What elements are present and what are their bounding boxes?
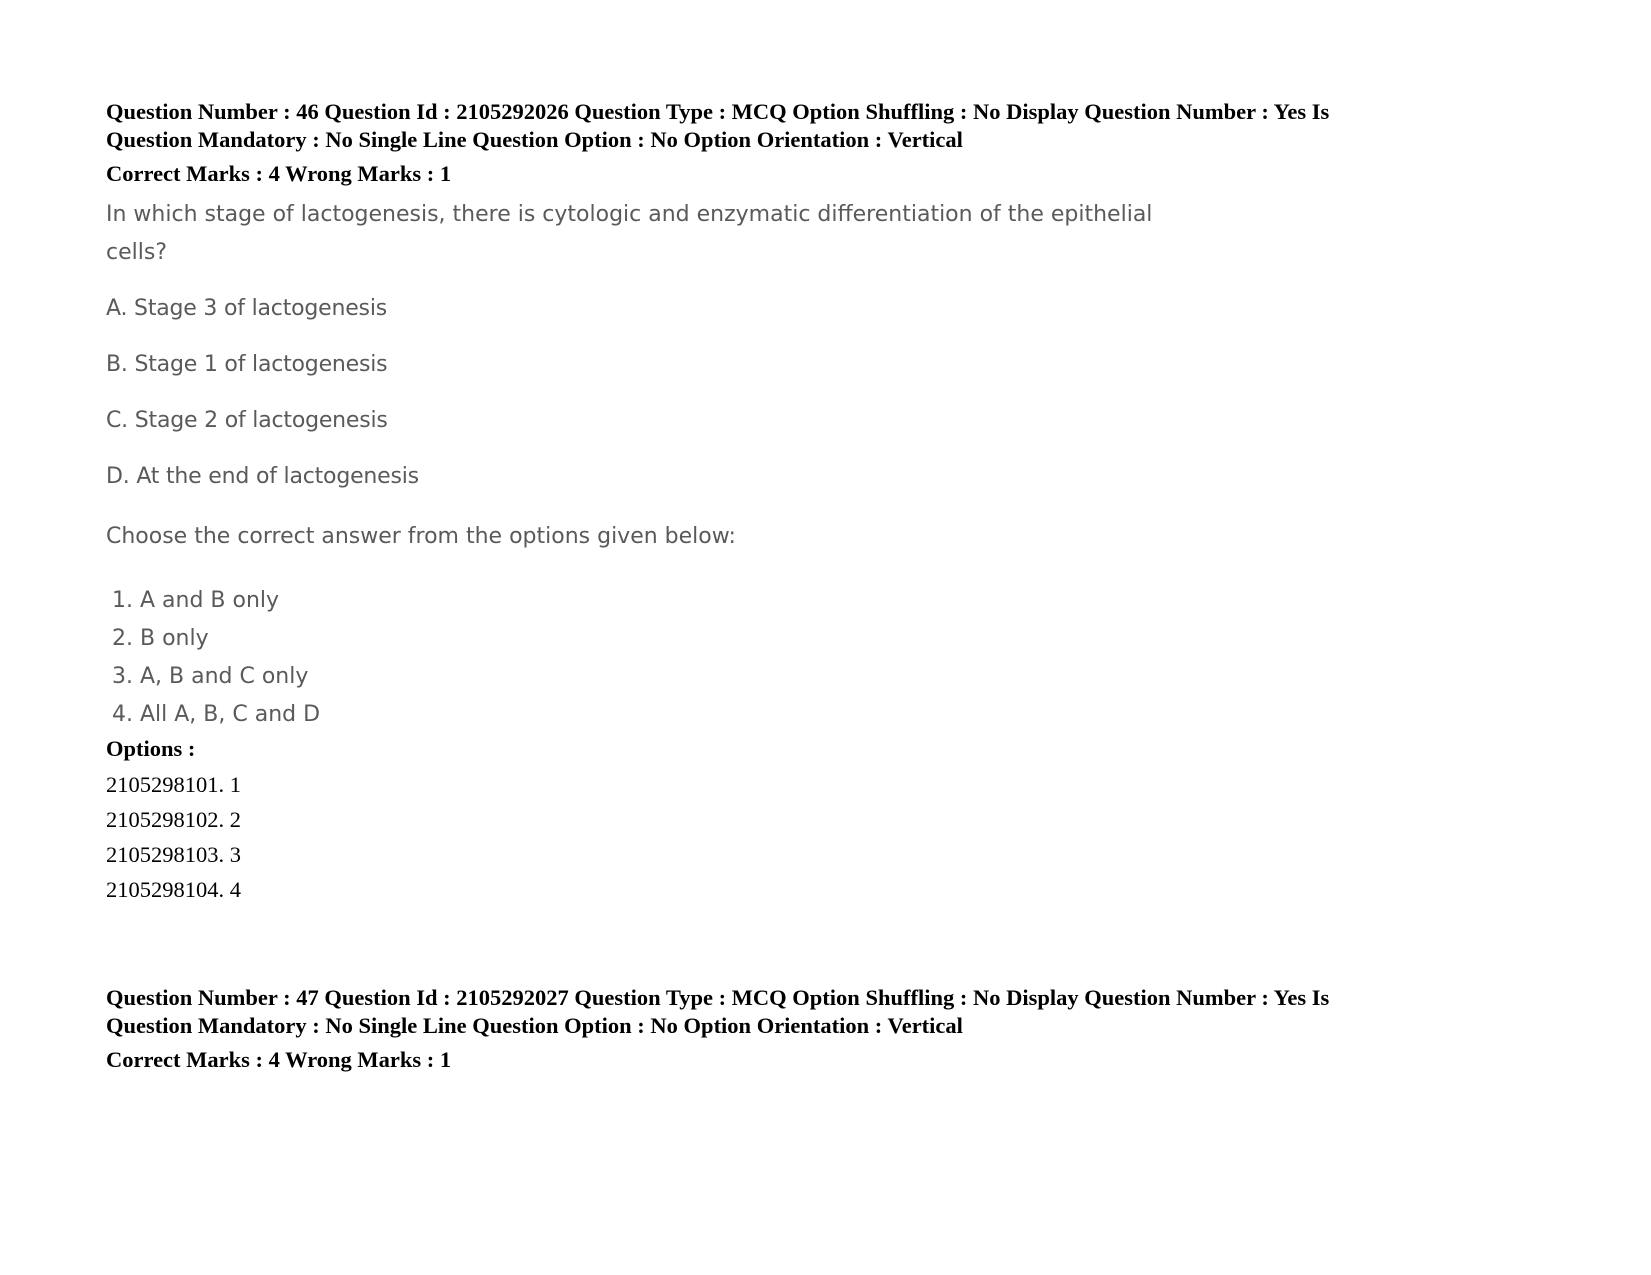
question-47-marks: Correct Marks : 4 Wrong Marks : 1	[106, 1047, 452, 1072]
numbered-choice-2: 2. B only	[112, 626, 209, 651]
options-list	[106, 767, 1546, 907]
statement-d: D. At the end of lactogenesis	[106, 464, 419, 489]
question-46-image-content	[106, 196, 1546, 734]
option-1: 2105298101. 1	[106, 772, 241, 797]
question-46-text-line-2: cells?	[106, 240, 167, 265]
statement-a: A. Stage 3 of lactogenesis	[106, 296, 387, 321]
question-47-block	[106, 984, 1546, 1074]
numbered-choice-4: 4. All A, B, C and D	[112, 702, 321, 727]
question-46-text-line-1: In which stage of lactogenesis, there is cytologic and enzymatic differentiation of the epithelial	[106, 202, 1153, 227]
numbered-choices-list	[106, 582, 1546, 734]
option-2: 2105298102. 2	[106, 807, 241, 832]
options-label: Options :	[106, 736, 196, 761]
question-47-meta-line-1: Question Number : 47 Question Id : 2105292027 Question Type : MCQ Option Shuffling : No Display Question Number : Yes Is	[106, 985, 1330, 1010]
statement-b: B. Stage 1 of lactogenesis	[106, 352, 388, 377]
numbered-choice-1: 1. A and B only	[112, 588, 280, 613]
option-4: 2105298104. 4	[106, 877, 241, 902]
question-47-meta-line-2: Question Mandatory : No Single Line Question Option : No Option Orientation : Vertical	[106, 1013, 963, 1038]
instruction-text: Choose the correct answer from the options given below:	[106, 524, 736, 549]
question-46-meta-line-1: Question Number : 46 Question Id : 2105292026 Question Type : MCQ Option Shuffling : No Display Question Number : Yes Is	[106, 99, 1330, 124]
question-46-marks: Correct Marks : 4 Wrong Marks : 1	[106, 161, 452, 186]
option-3: 2105298103. 3	[106, 842, 241, 867]
question-46-meta-line-2: Question Mandatory : No Single Line Question Option : No Option Orientation : Vertical	[106, 127, 963, 152]
statement-c: C. Stage 2 of lactogenesis	[106, 408, 388, 433]
question-46-block	[106, 98, 1546, 907]
numbered-choice-3: 3. A, B and C only	[112, 664, 309, 689]
question-46-text	[106, 196, 1206, 272]
